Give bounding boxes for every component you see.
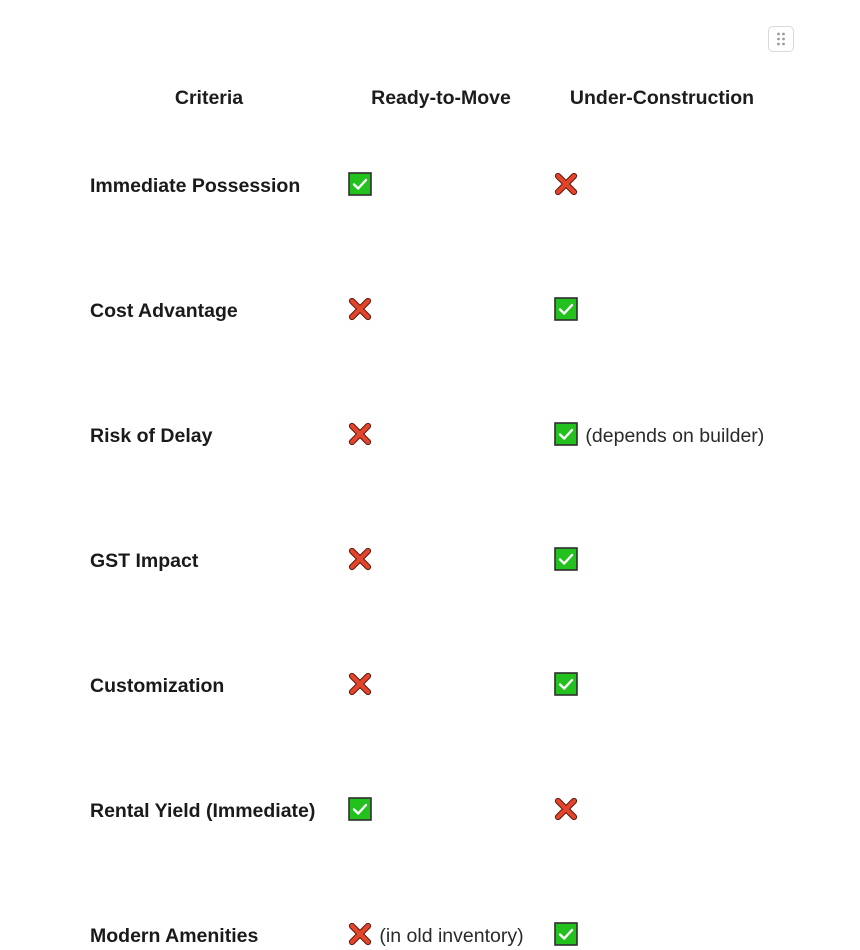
header-under-construction: Under-Construction <box>569 87 755 109</box>
red-cross-icon <box>554 172 578 196</box>
criteria-cell: Modern Amenities <box>90 925 259 947</box>
criteria-cell: Customization <box>90 675 225 697</box>
table-row <box>80 325 780 450</box>
ready-to-move-cell <box>338 325 544 450</box>
table-row <box>80 575 780 700</box>
under-construction-cell <box>544 575 780 700</box>
red-cross-icon <box>554 797 578 821</box>
criteria-cell: Risk of Delay <box>90 425 213 447</box>
green-checkbox-icon <box>554 922 578 946</box>
under-construction-cell <box>544 200 780 325</box>
ready-to-move-cell <box>338 825 544 950</box>
table-header-row <box>80 76 780 172</box>
red-cross-icon <box>348 547 372 571</box>
table-row <box>80 700 780 825</box>
green-checkbox-icon <box>554 547 578 571</box>
table-row <box>80 172 780 200</box>
red-cross-icon <box>348 422 372 446</box>
under-construction-cell <box>544 700 780 825</box>
criteria-cell: Immediate Possession <box>90 175 301 197</box>
header-criteria: Criteria <box>174 87 244 109</box>
ready-to-move-cell <box>338 200 544 325</box>
criteria-cell: Cost Advantage <box>90 300 238 322</box>
comparison-table <box>80 76 780 950</box>
red-cross-icon <box>348 672 372 696</box>
cell-note: (in old inventory) <box>379 925 524 947</box>
header-ready-to-move: Ready-to-Move <box>371 87 511 109</box>
red-cross-icon <box>348 922 372 946</box>
under-construction-cell <box>544 450 780 575</box>
criteria-cell: Rental Yield (Immediate) <box>90 800 316 822</box>
ready-to-move-cell <box>338 450 544 575</box>
table-row <box>80 450 780 575</box>
under-construction-cell <box>544 325 780 450</box>
green-checkbox-icon <box>348 172 372 196</box>
ready-to-move-cell <box>338 575 544 700</box>
criteria-cell: GST Impact <box>90 550 199 572</box>
under-construction-cell <box>544 172 780 200</box>
green-checkbox-icon <box>554 422 578 446</box>
under-construction-cell <box>544 825 780 950</box>
green-checkbox-icon <box>554 297 578 321</box>
ready-to-move-cell <box>338 172 544 200</box>
drag-handle-icon <box>769 27 793 51</box>
table-row <box>80 825 780 950</box>
green-checkbox-icon <box>554 672 578 696</box>
ready-to-move-cell <box>338 700 544 825</box>
drag-handle[interactable] <box>768 26 794 52</box>
green-checkbox-icon <box>348 797 372 821</box>
red-cross-icon <box>348 297 372 321</box>
table-row <box>80 200 780 325</box>
cell-note: (depends on builder) <box>585 425 765 447</box>
table-body <box>80 172 780 950</box>
